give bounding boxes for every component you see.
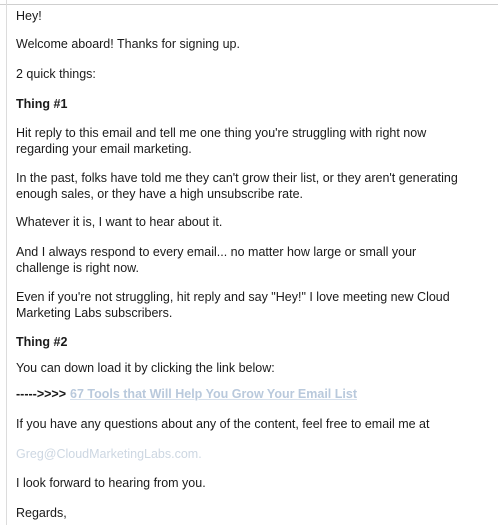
thing1-paragraph2-line1: In the past, folks have told me they can't grow their list, or they aren't generating <box>16 171 458 185</box>
thing1-heading: Thing #1 <box>16 97 68 111</box>
thing2-heading: Thing #2 <box>16 335 68 349</box>
thing1-paragraph1-line2: regarding your email marketing. <box>16 142 192 156</box>
thing1-paragraph5-line1: Even if you're not struggling, hit reply and say "Hey!" I love meeting new Cloud <box>16 290 450 304</box>
thing2-paragraph: You can down load it by clicking the link below: <box>16 361 275 375</box>
questions-line: If you have any questions about any of the content, feel free to email me at <box>16 417 430 431</box>
welcome-line: Welcome aboard! Thanks for signing up. <box>16 37 240 51</box>
arrow-indicator: ----->>>> <box>16 387 67 401</box>
thing1-paragraph1-line1: Hit reply to this email and tell me one thing you're struggling with right now <box>16 126 427 140</box>
signoff: Regards, <box>16 506 67 520</box>
download-link[interactable]: 67 Tools that Will Help You Grow Your Email List <box>70 387 357 401</box>
look-forward-line: I look forward to hearing from you. <box>16 476 206 490</box>
left-border <box>6 0 7 525</box>
thing1-paragraph4-line1: And I always respond to every email... no matter how large or small your <box>16 245 417 259</box>
thing1-paragraph3: Whatever it is, I want to hear about it. <box>16 215 223 229</box>
thing1-paragraph5-line2: Marketing Labs subscribers. <box>16 306 173 320</box>
thing1-paragraph2-line2: enough sales, or they have a high unsubscribe rate. <box>16 187 303 201</box>
top-divider <box>0 4 498 5</box>
thing1-paragraph4-line2: challenge is right now. <box>16 261 139 275</box>
contact-email-link[interactable]: Greg@CloudMarketingLabs.com. <box>16 447 202 461</box>
greeting: Hey! <box>16 9 42 23</box>
download-line <box>16 386 357 402</box>
quick-things-line: 2 quick things: <box>16 67 96 81</box>
